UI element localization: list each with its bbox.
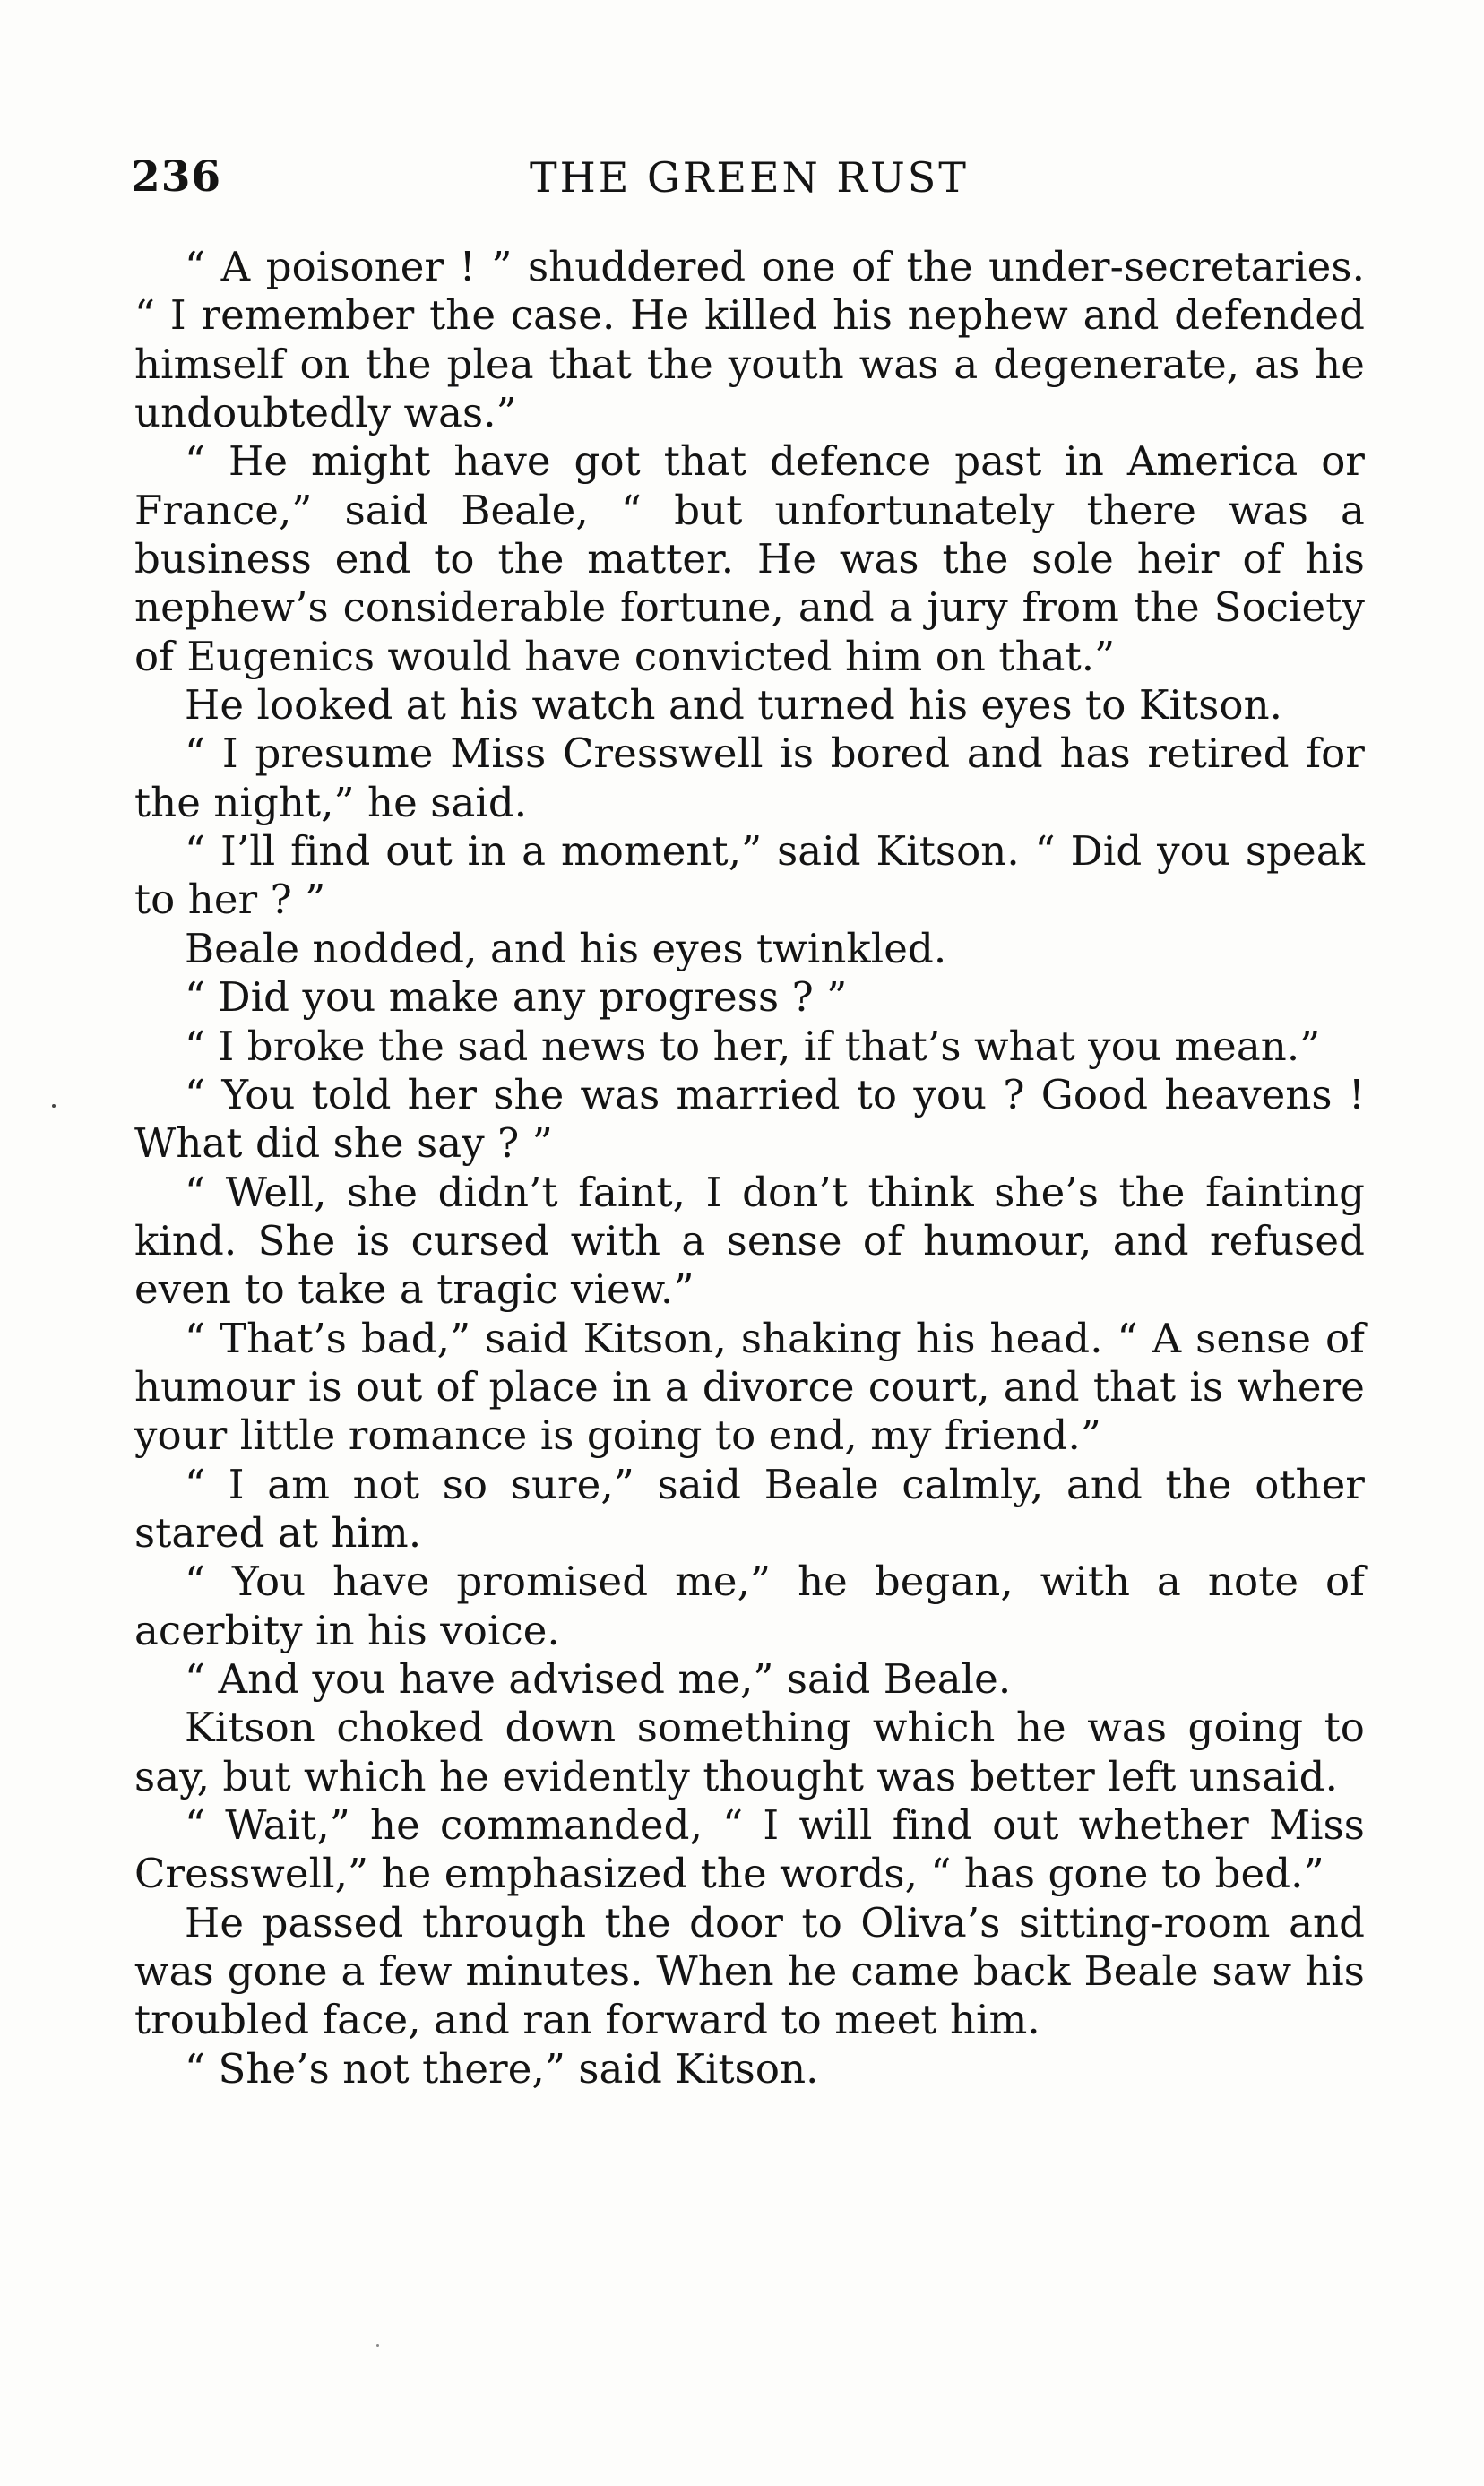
paragraph: “ You have promised me,” he began, with a note of acerbity in his voice. — [134, 1558, 1365, 1654]
running-title: THE GREEN RUST — [529, 153, 969, 202]
paragraph: “ He might have got that defence past in America or France,” said Beale, “ but unfortunately there was a business end to the matter. He was the sole heir of his nephew’s considerable fortune, and a jury from the Society of Eugenics would have convicted him on that.” — [134, 437, 1365, 680]
print-speck — [52, 1104, 56, 1108]
paragraph: He looked at his watch and turned his eyes to Kitson. — [185, 681, 1283, 729]
paragraph: “ Well, she didn’t faint, I don’t think she’s the fainting kind. She is cursed with a sense of humour, and refused even to take a tragic view.” — [134, 1168, 1365, 1314]
body-text — [134, 243, 1365, 2093]
page-number: 236 — [131, 152, 222, 202]
paragraph: He passed through the door to Oliva’s sitting-room and was gone a few minutes. When he came back Beale saw his troubled face, and ran forward to meet him. — [134, 1898, 1365, 2044]
paragraph: “ Wait,” he commanded, “ I will find out whether Miss Cresswell,” he emphasized the words, “ has gone to bed.” — [134, 1801, 1365, 1898]
paragraph: “ I broke the sad news to her, if that’s what you mean.” — [185, 1022, 1321, 1070]
paragraph: “ Did you make any progress ? ” — [185, 973, 848, 1022]
paragraph: Kitson choked down something which he was going to say, but which he evidently thought was better left unsaid. — [134, 1704, 1365, 1800]
paragraph: “ A poisoner ! ” shuddered one of the under-secretaries. “ I remember the case. He killed his nephew and defended himself on the plea that the youth was a degenerate, as he undoubtedly was.” — [134, 243, 1365, 437]
paragraph: Beale nodded, and his eyes twinkled. — [185, 924, 947, 972]
print-speck — [376, 2344, 379, 2347]
paragraph: “ I am not so sure,” said Beale calmly, and the other stared at him. — [134, 1460, 1365, 1557]
paragraph: “ And you have advised me,” said Beale. — [185, 1654, 1012, 1703]
paragraph: “ That’s bad,” said Kitson, shaking his head. “ A sense of humour is out of place in a divorce court, and that is where your little romance is going to end, my friend.” — [134, 1314, 1365, 1460]
page-header — [131, 146, 1368, 209]
paragraph: “ I presume Miss Cresswell is bored and has retired for the night,” he said. — [134, 729, 1365, 826]
paragraph: “ She’s not there,” said Kitson. — [185, 2044, 819, 2093]
paragraph: “ You told her she was married to you ? Good heavens ! What did she say ? ” — [134, 1070, 1365, 1168]
paragraph: “ I’ll find out in a moment,” said Kitson. “ Did you speak to her ? ” — [134, 827, 1365, 924]
